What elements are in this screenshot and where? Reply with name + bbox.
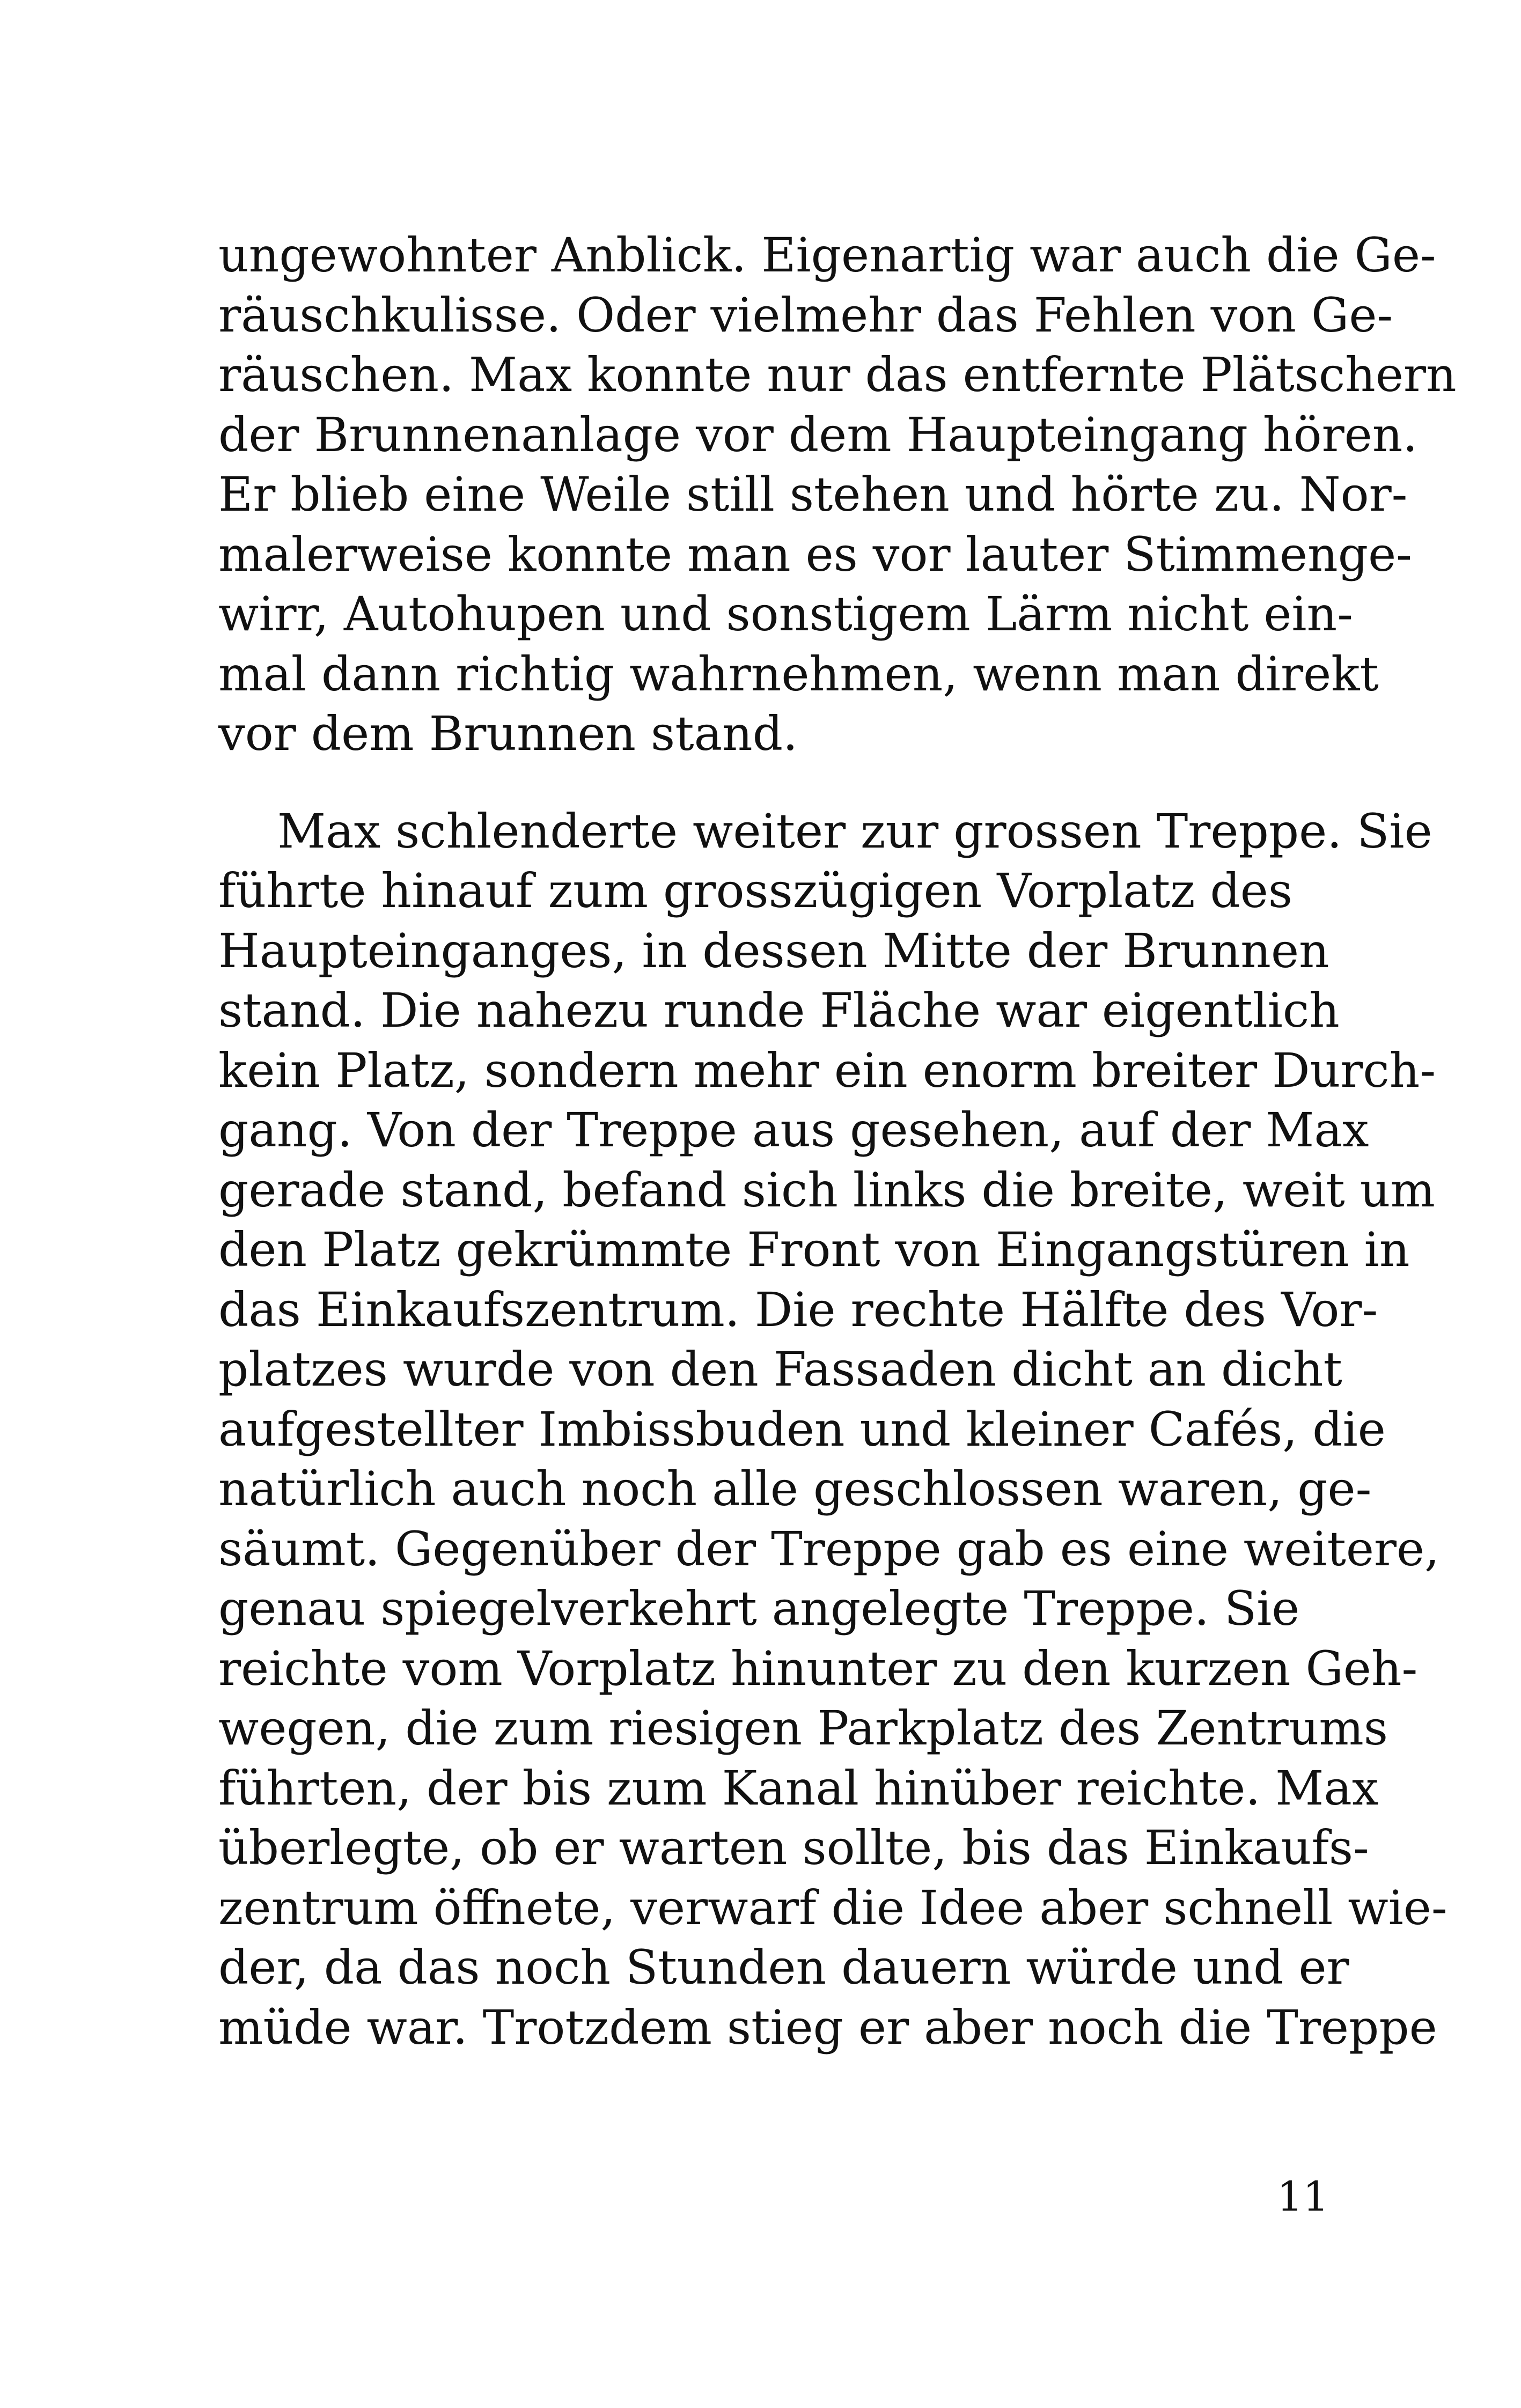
text-line: genau spiegelverkehrt angelegte Treppe. Sie <box>218 1581 1300 1636</box>
text-line: gang. Von der Treppe aus gesehen, auf der Max <box>218 1102 1369 1158</box>
text-line: räuschen. Max konnte nur das entfernte Plätschern <box>218 347 1457 402</box>
text-line: der Brunnenanlage vor dem Haupteingang hören. <box>218 407 1418 462</box>
paragraph-2 <box>218 801 1447 2058</box>
text-line: zentrum öffnete, verwarf die Idee aber schnell wie- <box>218 1880 1447 1935</box>
paragraph-spacer <box>218 764 1318 801</box>
text-line: das Einkaufszentrum. Die rechte Hälfte des Vor- <box>218 1282 1378 1337</box>
page-number: 11 <box>1277 2173 1329 2220</box>
body-text <box>218 225 1457 2057</box>
text-line: den Platz gekrümmte Front von Eingangstüren in <box>218 1222 1410 1277</box>
text-line: Er blieb eine Weile still stehen und hörte zu. Nor- <box>218 467 1408 522</box>
text-line: platzes wurde von den Fassaden dicht an dicht <box>218 1342 1342 1397</box>
text-line: reichte vom Vorplatz hinunter zu den kurzen Geh- <box>218 1640 1418 1696</box>
text-line: mal dann richtig wahrnehmen, wenn man direkt <box>218 646 1379 702</box>
text-line: führten, der bis zum Kanal hinüber reichte. Max <box>218 1760 1379 1816</box>
text-line: aufgestellter Imbissbuden und kleiner Cafés, die <box>218 1401 1386 1457</box>
text-line: gerade stand, befand sich links die breite, weit um <box>218 1162 1435 1218</box>
text-line: der, da das noch Stunden dauern würde und er <box>218 1940 1349 1995</box>
text-line: Haupteinganges, in dessen Mitte der Brunnen <box>218 923 1329 978</box>
text-line: natürlich auch noch alle geschlossen waren, ge- <box>218 1461 1372 1516</box>
text-line: malerweise konnte man es vor lauter Stimmenge- <box>218 526 1412 582</box>
text-line: kein Platz, sondern mehr ein enorm breiter Durch- <box>218 1042 1436 1098</box>
paragraph-1 <box>218 225 1457 764</box>
text-line: Max schlenderte weiter zur grossen Treppe. Sie <box>277 803 1432 859</box>
text-line: führte hinauf zum grosszügigen Vorplatz des <box>218 863 1293 918</box>
text-line: wirr, Autohupen und sonstigem Lärm nicht ein- <box>218 586 1353 642</box>
text-line: überlegte, ob er warten sollte, bis das Einkaufs- <box>218 1820 1369 1875</box>
text-line: müde war. Trotzdem stieg er aber noch die Treppe <box>218 1999 1437 2055</box>
text-line: säumt. Gegenüber der Treppe gab es eine weitere, <box>218 1521 1440 1577</box>
text-line: räuschkulisse. Oder vielmehr das Fehlen von Ge- <box>218 287 1393 343</box>
text-line: stand. Die nahezu runde Fläche war eigentlich <box>218 983 1340 1038</box>
text-line: wegen, die zum riesigen Parkplatz des Zentrums <box>218 1700 1388 1756</box>
text-line: ungewohnter Anblick. Eigenartig war auch die Ge- <box>218 227 1436 283</box>
text-line: vor dem Brunnen stand. <box>218 706 798 761</box>
